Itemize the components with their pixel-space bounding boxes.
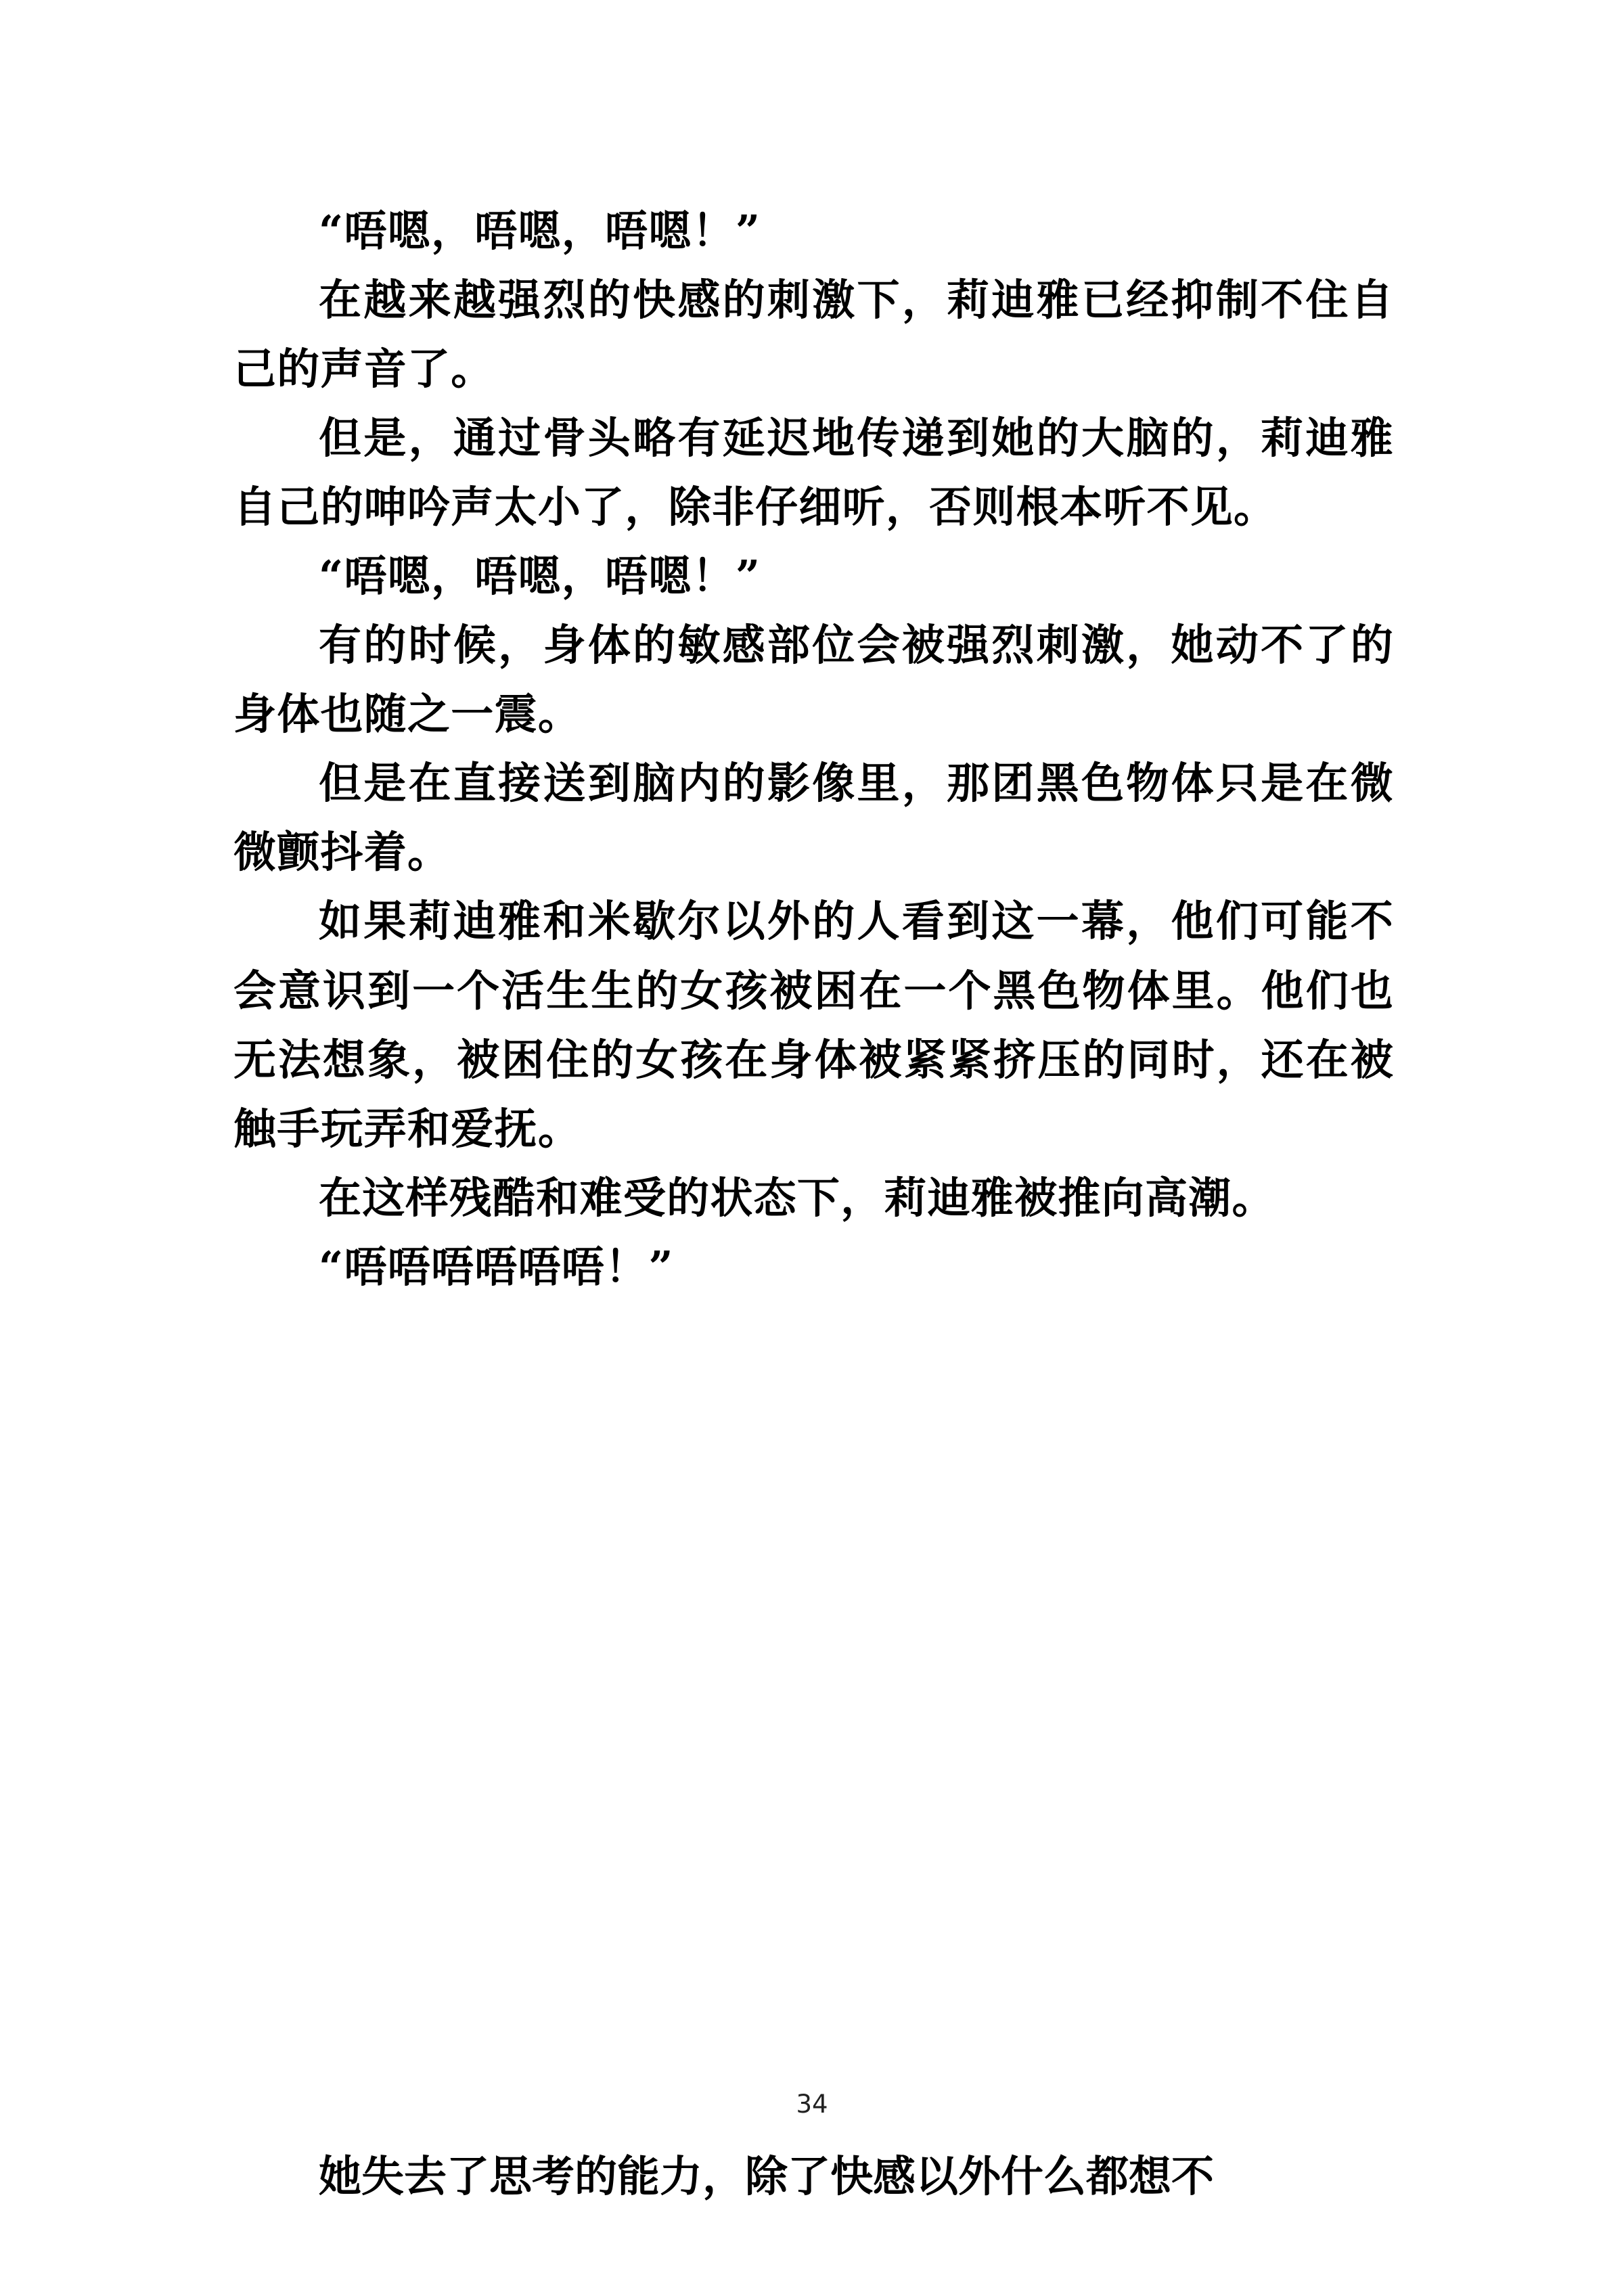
paragraph: “唔唔唔唔唔唔！”	[319, 1241, 674, 1292]
page-body-text	[233, 196, 1394, 1301]
paragraph: 如果莉迪雅和米歇尔以外的人看到这一幕，他们可能不会意识到一个活生生的女孩被困在一个黑色物体里。他们也无法想象，被困住的女孩在身体被紧紧挤压的同时，还在被触手玩弄和爱抚。	[233, 896, 1394, 1154]
paragraph-continued: 她失去了思考的能力，除了快感以外什么都想不	[319, 2151, 1214, 2201]
paragraph: 但是在直接送到脑内的影像里，那团黑色物体只是在微微颤抖着。	[233, 758, 1394, 878]
paragraph: 在越来越强烈的快感的刺激下，莉迪雅已经抑制不住自己的声音了。	[233, 275, 1394, 395]
paragraph: 但是，通过骨头略有延迟地传递到她的大脑的，莉迪雅自己的呻吟声太小了，除非仔细听，否则根本听不见。	[233, 413, 1394, 533]
paragraph: “唔嗯，唔嗯，唔嗯！”	[319, 206, 761, 256]
paragraph: “唔嗯，唔嗯，唔嗯！”	[319, 551, 761, 602]
paragraph: 有的时候，身体的敏感部位会被强烈刺激，她动不了的身体也随之一震。	[233, 620, 1394, 740]
page-number: 34	[796, 2090, 828, 2119]
paragraph: 在这样残酷和难受的状态下，莉迪雅被推向高潮。	[319, 1172, 1276, 1223]
